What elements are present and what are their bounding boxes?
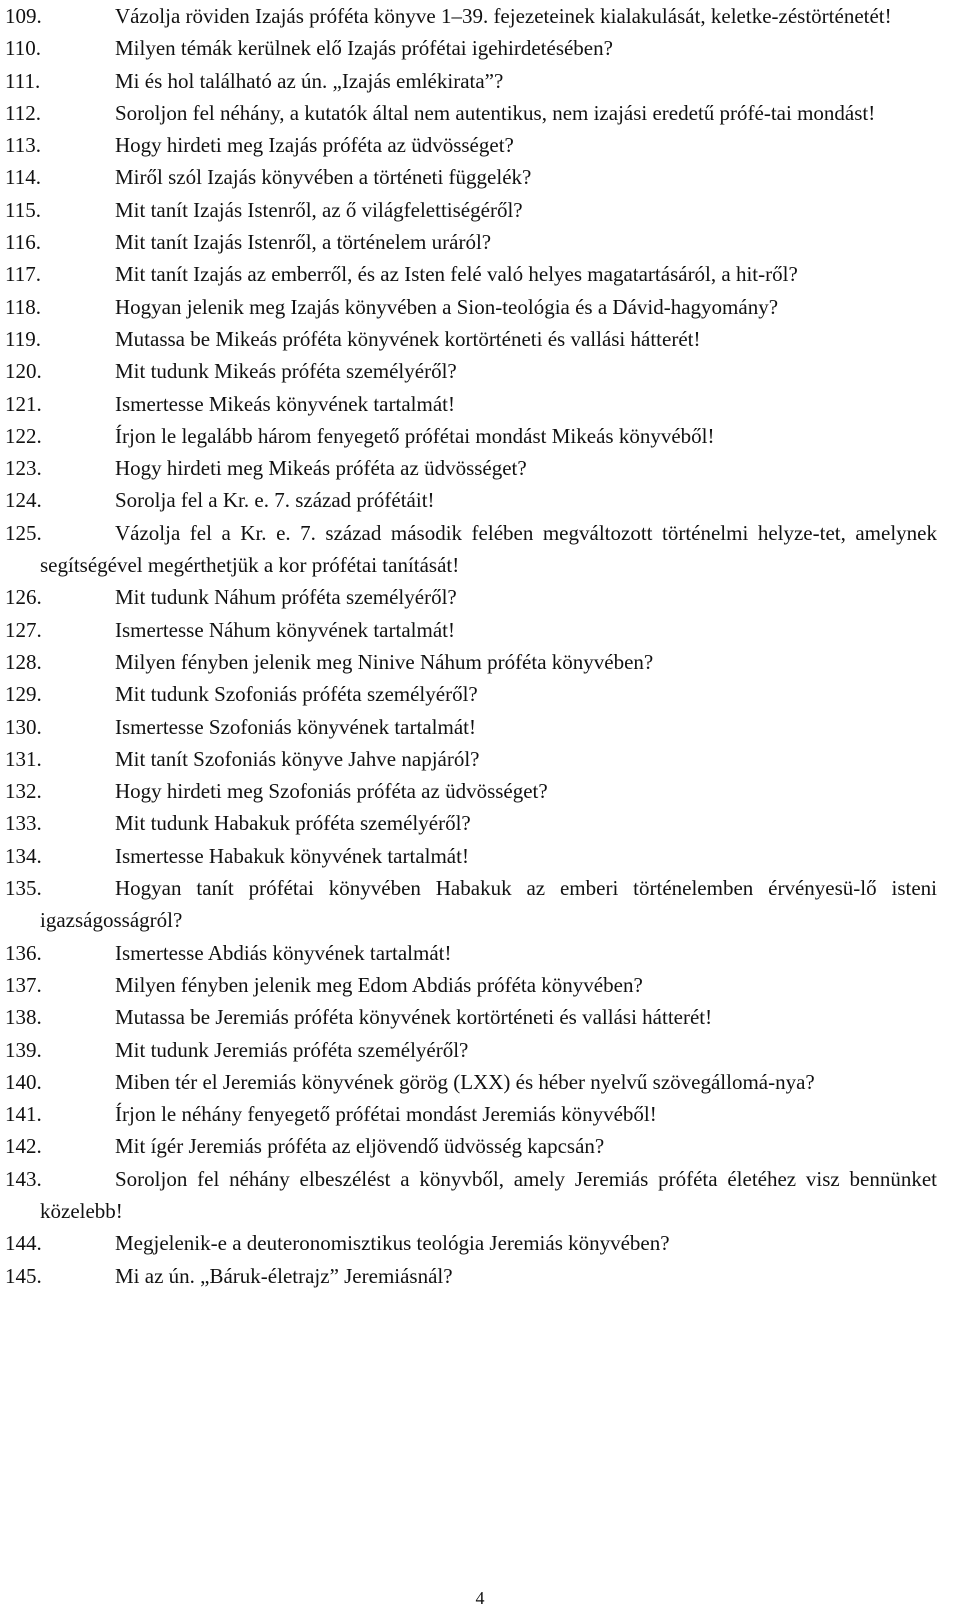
question-number: 134. — [5, 843, 42, 868]
question-item — [5, 711, 937, 743]
question-item — [5, 840, 937, 872]
question-number: 140. — [5, 1069, 42, 1094]
question-text: Ismertesse Náhum könyvének tartalmát! — [115, 617, 455, 642]
question-number: 137. — [5, 972, 42, 997]
question-item — [5, 937, 937, 969]
question-item — [5, 1066, 937, 1098]
question-item — [5, 1130, 937, 1162]
question-item — [5, 161, 937, 193]
question-item — [5, 775, 937, 807]
question-number: 115. — [5, 197, 41, 222]
page-number: 4 — [475, 1588, 485, 1608]
question-text: Sorolja fel a Kr. e. 7. század prófétáit! — [115, 488, 435, 513]
question-text: Mit tudunk Szofoniás próféta személyéről? — [115, 682, 478, 707]
question-number: 114. — [5, 165, 41, 190]
question-text: Mit tudunk Habakuk próféta személyéről? — [115, 811, 471, 836]
question-number: 141. — [5, 1102, 42, 1127]
question-text: Mit tudunk Mikeás próféta személyéről? — [115, 359, 457, 384]
question-item — [5, 517, 937, 582]
question-text: Miről szól Izajás könyvében a történeti függelék? — [115, 165, 532, 190]
question-text: Ismertesse Habakuk könyvének tartalmát! — [115, 843, 469, 868]
question-number: 130. — [5, 714, 42, 739]
question-number: 132. — [5, 779, 42, 804]
question-text: Mutassa be Mikeás próféta könyvének kortörténeti és vallási hátterét! — [115, 326, 701, 351]
question-text: Írjon le legalább három fenyegető prófétai mondást Mikeás könyvéből! — [115, 423, 715, 448]
question-item — [5, 872, 937, 937]
question-number: 119. — [5, 326, 41, 351]
question-text: Megjelenik-e a deuteronomisztikus teológia Jeremiás könyvében? — [115, 1231, 670, 1256]
question-item — [5, 1034, 937, 1066]
question-number: 133. — [5, 811, 42, 836]
question-number: 109. — [5, 4, 42, 28]
question-number: 111. — [5, 68, 41, 93]
question-item — [5, 291, 937, 323]
question-number: 122. — [5, 423, 42, 448]
question-number: 110. — [5, 36, 41, 61]
question-number: 126. — [5, 585, 42, 610]
question-item — [5, 1163, 937, 1228]
question-item — [5, 614, 937, 646]
question-item — [5, 646, 937, 678]
question-number: 139. — [5, 1037, 42, 1062]
question-number: 112. — [5, 100, 41, 125]
question-text: Mit tanít Izajás Istenről, a történelem uráról? — [115, 230, 492, 255]
question-item — [5, 581, 937, 613]
question-text: Vázolja röviden Izajás próféta könyve 1–39. fejezeteinek kialakulását, keletke-zéstörténetét! — [115, 4, 892, 28]
question-text: Ismertesse Abdiás könyvének tartalmát! — [115, 940, 452, 965]
question-item — [5, 0, 937, 32]
question-item — [5, 194, 937, 226]
question-number: 145. — [5, 1263, 42, 1288]
question-text: Mit ígér Jeremiás próféta az eljövendő üdvösség kapcsán? — [115, 1134, 605, 1159]
question-number: 113. — [5, 133, 41, 158]
question-text: Milyen témák kerülnek elő Izajás prófétai igehirdetésében? — [115, 36, 613, 61]
question-item — [5, 678, 937, 710]
question-text: Vázolja fel a Kr. e. 7. század második felében megváltozott történelmi helyze-tet, amelynek segítségével megérthetjük a kor prófétai tanítását! — [40, 520, 937, 578]
question-text: Hogyan jelenik meg Izajás könyvében a Sion-teológia és a Dávid-hagyomány? — [115, 294, 779, 319]
question-item — [5, 484, 937, 516]
question-list — [5, 0, 937, 1292]
question-item — [5, 1098, 937, 1130]
question-item — [5, 355, 937, 387]
question-text: Mit tudunk Náhum próféta személyéről? — [115, 585, 457, 610]
question-item — [5, 1227, 937, 1259]
question-text: Mit tanít Szofoniás könyve Jahve napjáról? — [115, 746, 480, 771]
question-number: 118. — [5, 294, 41, 319]
question-text: Mit tudunk Jeremiás próféta személyéről? — [115, 1037, 469, 1062]
question-item — [5, 420, 937, 452]
question-number: 142. — [5, 1134, 42, 1159]
question-text: Mutassa be Jeremiás próféta könyvének kortörténeti és vallási hátterét! — [115, 1005, 713, 1030]
question-text: Mit tanít Izajás Istenről, az ő világfelettiségéről? — [115, 197, 523, 222]
question-number: 117. — [5, 262, 41, 287]
question-item — [5, 65, 937, 97]
question-text: Soroljon fel néhány, a kutatók által nem autentikus, nem izajási eredetű prófé-tai mondást! — [115, 100, 876, 125]
question-number: 125. — [5, 520, 42, 545]
question-item — [5, 452, 937, 484]
question-text: Mi az ún. „Báruk-életrajz” Jeremiásnál? — [115, 1263, 453, 1288]
question-item — [5, 129, 937, 161]
question-item — [5, 1001, 937, 1033]
question-text: Hogyan tanít prófétai könyvében Habakuk az emberi történelemben érvényesü-lő isteni igazságosságról? — [40, 876, 937, 933]
question-text: Írjon le néhány fenyegető prófétai mondást Jeremiás könyvéből! — [115, 1102, 657, 1127]
question-number: 129. — [5, 682, 42, 707]
question-number: 120. — [5, 359, 42, 384]
question-text: Hogy hirdeti meg Izajás próféta az üdvösséget? — [115, 133, 514, 158]
question-number: 124. — [5, 488, 42, 513]
question-number: 116. — [5, 230, 41, 255]
question-number: 123. — [5, 456, 42, 481]
question-item — [5, 323, 937, 355]
question-item — [5, 97, 937, 129]
question-number: 143. — [5, 1166, 42, 1191]
question-item — [5, 32, 937, 64]
question-number: 131. — [5, 746, 42, 771]
question-text: Hogy hirdeti meg Szofoniás próféta az üdvösséget? — [115, 779, 548, 804]
question-number: 138. — [5, 1005, 42, 1030]
question-number: 128. — [5, 649, 42, 674]
question-number: 136. — [5, 940, 42, 965]
question-item — [5, 743, 937, 775]
question-text: Milyen fényben jelenik meg Edom Abdiás próféta könyvében? — [115, 972, 643, 997]
question-text: Ismertesse Mikeás könyvének tartalmát! — [115, 391, 455, 416]
question-number: 135. — [5, 876, 42, 901]
question-item — [5, 969, 937, 1001]
question-item — [5, 1260, 937, 1292]
question-number: 121. — [5, 391, 42, 416]
question-number: 144. — [5, 1231, 42, 1256]
question-text: Mi és hol található az ún. „Izajás emlékirata”? — [115, 68, 504, 93]
question-text: Milyen fényben jelenik meg Ninive Náhum próféta könyvében? — [115, 649, 654, 674]
question-item — [5, 807, 937, 839]
question-text: Soroljon fel néhány elbeszélést a könyvből, amely Jeremiás próféta életéhez visz bennünket közelebb! — [40, 1166, 937, 1223]
question-text: Mit tanít Izajás az emberről, és az Isten felé való helyes magatartásáról, a hit-ről? — [115, 262, 798, 287]
question-item — [5, 388, 937, 420]
question-text: Ismertesse Szofoniás könyvének tartalmát! — [115, 714, 476, 739]
question-item — [5, 226, 937, 258]
question-item — [5, 258, 937, 290]
question-text: Miben tér el Jeremiás könyvének görög (LXX) és héber nyelvű szövegállomá-nya? — [115, 1069, 815, 1094]
question-number: 127. — [5, 617, 42, 642]
question-text: Hogy hirdeti meg Mikeás próféta az üdvösséget? — [115, 456, 527, 481]
